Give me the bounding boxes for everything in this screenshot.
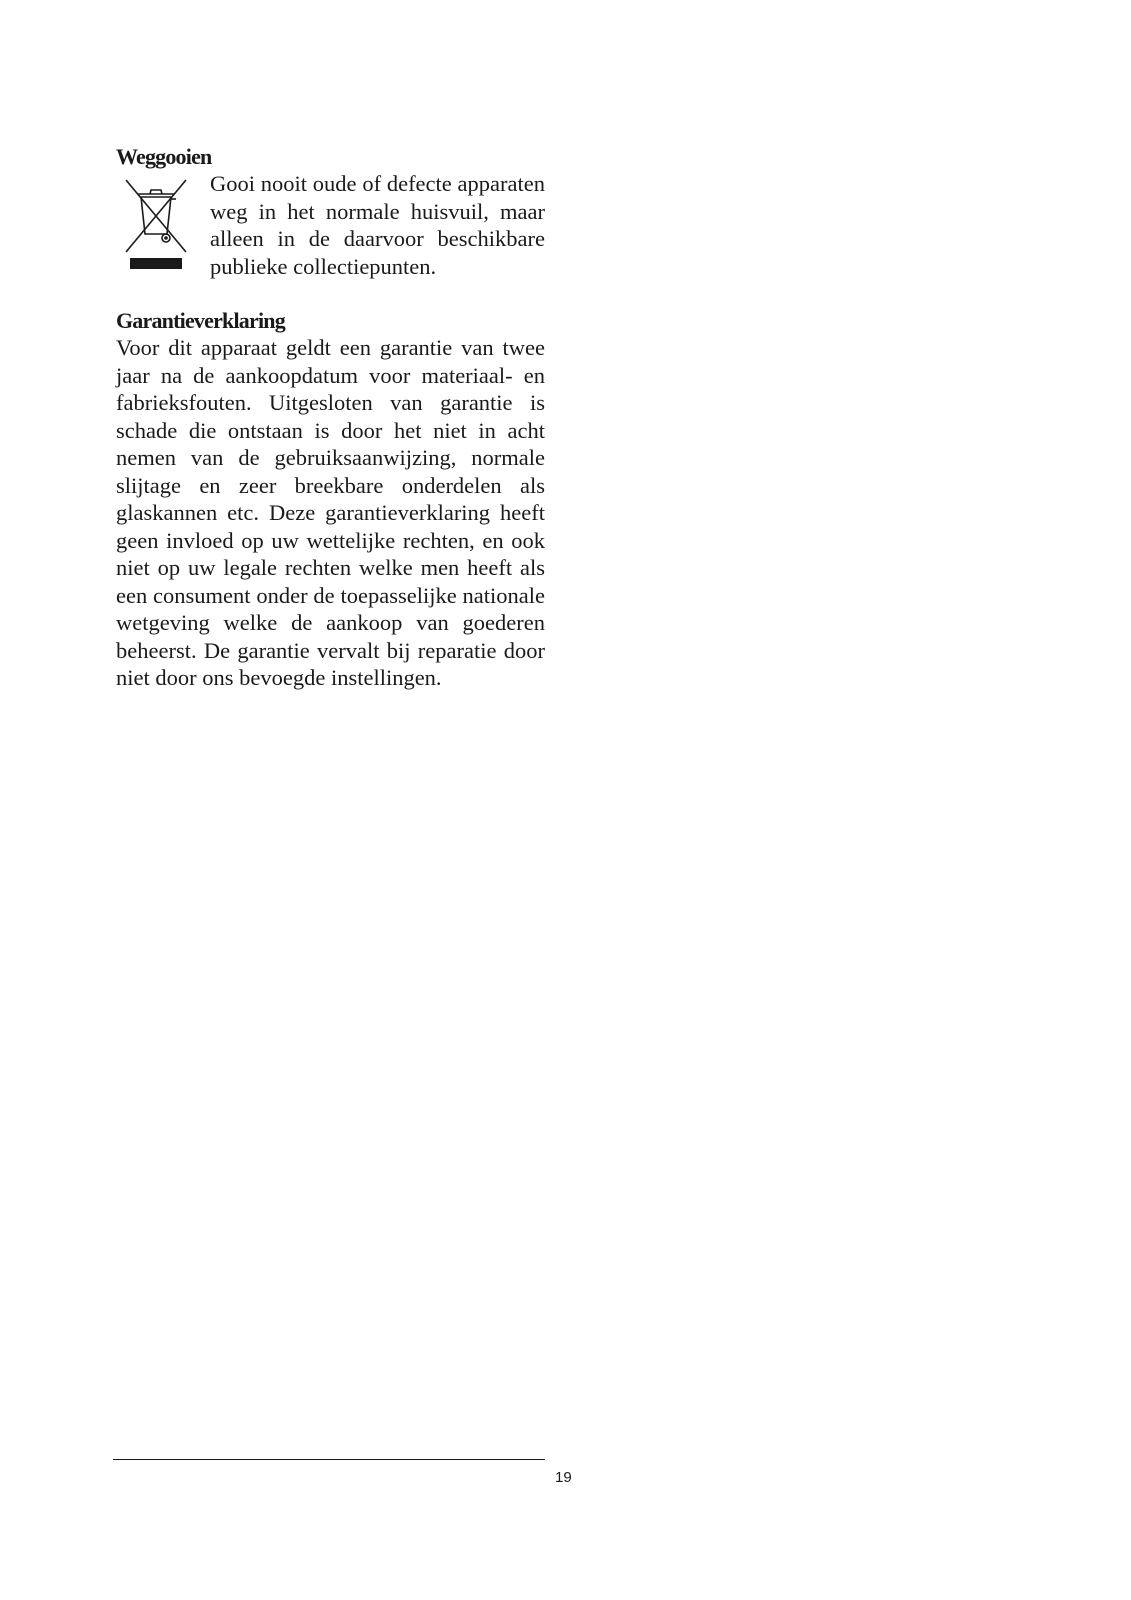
crossed-out-wheelie-bin-icon [120,172,192,272]
content-column [116,143,545,692]
warranty-text: Voor dit apparaat geldt een garantie van twee jaar na de aankoopdatum voor materiaal- en fabrieksfouten. Uitgesloten van garantie is schade die ontstaan is door het niet in acht nemen van de gebruiksaanwijzing, normale slijtage en zeer breekbare onderdelen als glaskannen etc. Deze garantieverklaring heeft geen invloed op uw wettelijke rechten, en ook niet op uw legale rechten welke men heeft als een consument onder de toepasselijke nationale wetgeving welke de aankoop van goederen beheerst. De garantie vervalt bij reparatie door niet door ons bevoegde instellingen. [116,335,545,690]
disposal-block [116,170,545,280]
disposal-heading: Weggooien [116,144,212,169]
disposal-text: Gooi nooit oude of defecte apparaten weg in het normale huisvuil, maar alleen in de daarvoor beschikbare publieke collectiepunten. [210,171,545,279]
disposal-section [116,143,545,280]
footer-rule [113,1459,545,1460]
warranty-heading: Garantieverklaring [116,308,285,333]
page-number: 19 [555,1469,572,1486]
warranty-section [116,307,545,692]
